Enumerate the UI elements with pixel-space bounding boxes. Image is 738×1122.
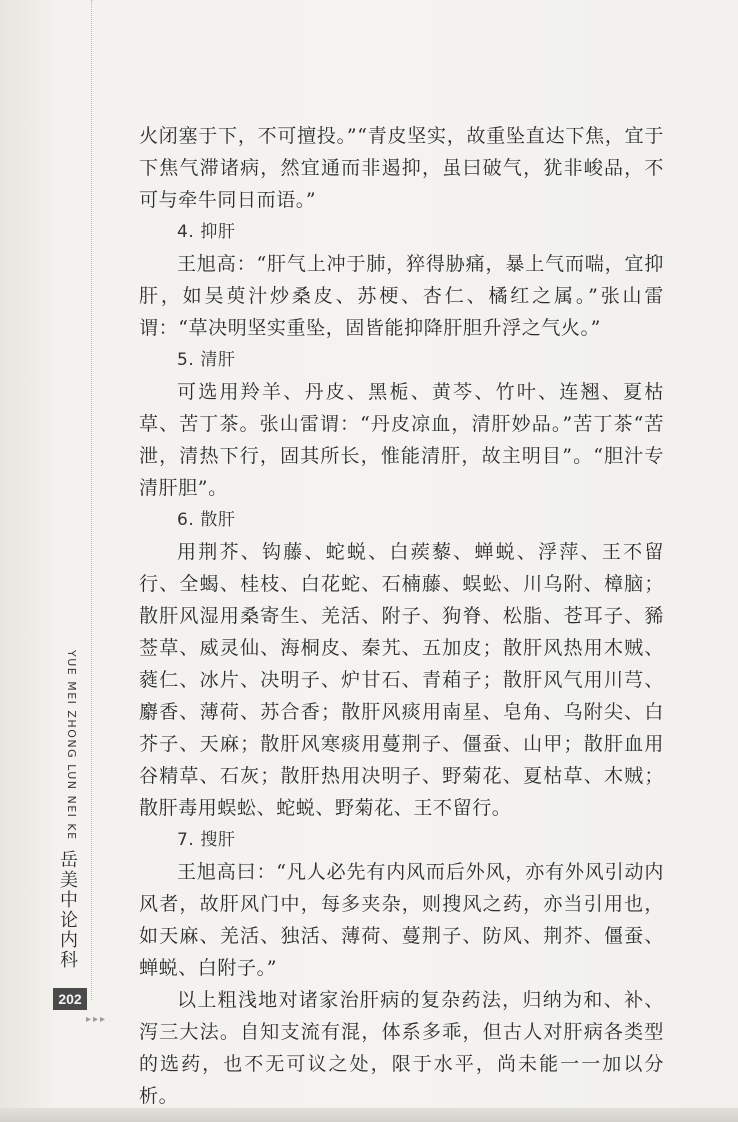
body-text xyxy=(139,120,664,1112)
paragraph-summary: 以上粗浅地对诸家治肝病的复杂药法，归纳为和、补、泻三大法。自知支流有混，体系多乖，但古人对肝病各类型的选药，也不无可议之处，限于水平，尚未能一一加以分析。 xyxy=(139,989,664,1107)
section-heading-5: 5. 清肝 xyxy=(177,350,236,370)
running-head-title: 岳美中论内科 xyxy=(57,850,78,970)
section-heading-4: 4. 抑肝 xyxy=(177,222,236,242)
page-bottom-edge xyxy=(0,1108,738,1122)
page-number: 202 xyxy=(53,988,87,1010)
arrow-icon: ▸▸▸ xyxy=(86,1014,108,1025)
running-head-pinyin: YUE MEI ZHONG LUN NEI KE xyxy=(65,650,78,841)
paragraph-qinggan: 可选用羚羊、丹皮、黑栀、黄芩、竹叶、连翘、夏枯草、苦丁茶。张山雷谓：“丹皮凉血，清肝妙品。”苦丁茶“苦泄，清热下行，固其所长，惟能清肝，故主明目”。“胆汁专清肝胆”。 xyxy=(139,381,664,499)
section-heading-6: 6. 散肝 xyxy=(177,510,236,530)
paragraph-continuation: 火闭塞于下，不可擅投。”“青皮坚实，故重坠直达下焦，宜于下焦气滞诸病，然宜通而非遏抑，虽曰破气，犹非峻品，不可与牵牛同日而语。” xyxy=(139,125,664,211)
section-heading-7: 7. 搜肝 xyxy=(177,830,236,850)
paragraph-sangan: 用荆芥、钩藤、蛇蜕、白蒺藜、蝉蜕、浮萍、王不留行、全蝎、桂枝、白花蛇、石楠藤、蜈蚣、川乌附、樟脑；散肝风湿用桑寄生、羌活、附子、狗脊、松脂、苍耳子、豨莶草、威灵仙、海桐皮、秦艽、五加皮；散肝风热用木贼、蕤仁、冰片、决明子、炉甘石、青葙子；散肝风气用川芎、麝香、薄荷、苏合香；散肝风痰用南星、皂角、乌附尖、白芥子、天麻；散肝风寒痰用蔓荆子、僵蚕、山甲；散肝血用谷精草、石灰；散肝热用决明子、野菊花、夏枯草、木贼；散肝毒用蜈蚣、蛇蜕、野菊花、王不留行。 xyxy=(139,541,664,819)
paragraph-sougan: 王旭高曰：“凡人必先有内风而后外风，亦有外风引动内风者，故肝风门中，每多夹杂，则搜风之药，亦当引用也，如天麻、羌活、独活、薄荷、蔓荆子、防风、荆芥、僵蚕、蝉蜕、白附子。” xyxy=(139,861,664,979)
gutter-divider xyxy=(91,0,92,1000)
paragraph-yigan: 王旭高：“肝气上冲于肺，猝得胁痛，暴上气而喘，宜抑肝，如吴萸汁炒桑皮、苏梗、杏仁、橘红之属。”张山雷谓：“草决明坚实重坠，固皆能抑降肝胆升浮之气火。” xyxy=(139,253,664,339)
